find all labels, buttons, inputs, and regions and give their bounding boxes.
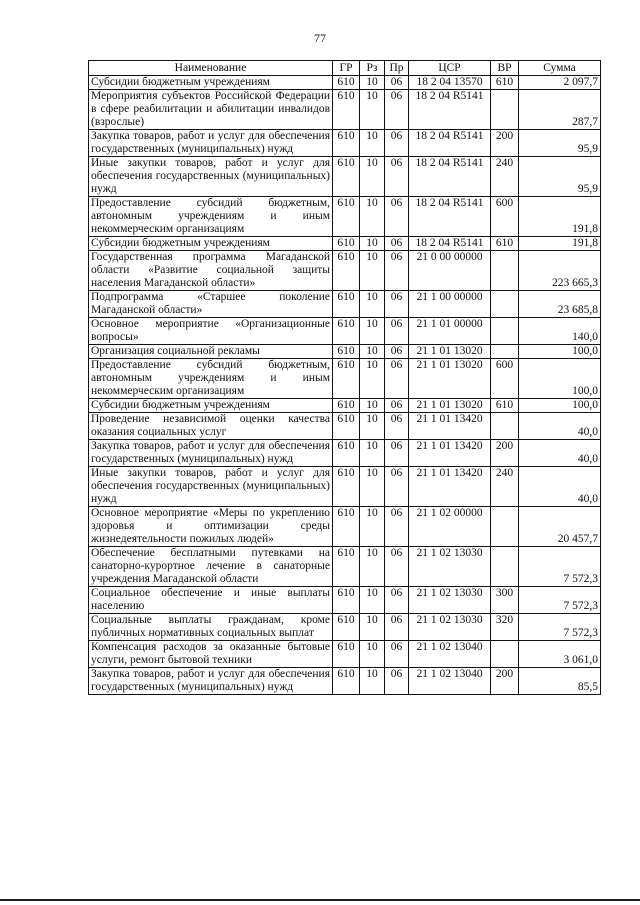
table-row xyxy=(89,641,601,668)
table-row xyxy=(89,197,601,237)
table-row xyxy=(89,614,601,641)
cell-rz: 10 xyxy=(360,440,385,467)
cell-gr: 610 xyxy=(333,345,360,359)
cell-gr: 610 xyxy=(333,399,360,413)
cell-csr: 18 2 04 R5141 xyxy=(409,157,491,197)
column-header-vr: ВР xyxy=(491,61,519,76)
cell-gr: 610 xyxy=(333,130,360,157)
table-row xyxy=(89,507,601,547)
cell-rz: 10 xyxy=(360,668,385,695)
cell-sum: 23 685,8 xyxy=(519,291,601,318)
cell-rz: 10 xyxy=(360,318,385,345)
column-header-pr: Пр xyxy=(385,61,409,76)
cell-pr: 06 xyxy=(385,157,409,197)
cell-pr: 06 xyxy=(385,507,409,547)
cell-name: Основное мероприятие «Организационные вопросы» xyxy=(89,318,333,345)
cell-vr xyxy=(491,90,519,130)
cell-csr: 21 1 01 13420 xyxy=(409,440,491,467)
cell-sum: 2 097,7 xyxy=(519,76,601,90)
cell-vr: 300 xyxy=(491,587,519,614)
cell-gr: 610 xyxy=(333,157,360,197)
cell-csr: 21 1 02 13030 xyxy=(409,614,491,641)
cell-csr: 21 1 01 13420 xyxy=(409,467,491,507)
cell-sum: 3 061,0 xyxy=(519,641,601,668)
cell-name: Предоставление субсидий бюджетным, автономным учреждениям и иным некоммерческим организациям xyxy=(89,359,333,399)
cell-rz: 10 xyxy=(360,197,385,237)
cell-vr: 610 xyxy=(491,399,519,413)
cell-rz: 10 xyxy=(360,157,385,197)
cell-vr xyxy=(491,547,519,587)
cell-vr xyxy=(491,413,519,440)
cell-pr: 06 xyxy=(385,130,409,157)
cell-name: Закупка товаров, работ и услуг для обеспечения государственных (муниципальных) нужд xyxy=(89,668,333,695)
cell-csr: 21 0 00 00000 xyxy=(409,251,491,291)
cell-name: Компенсация расходов за оказанные бытовые услуги, ремонт бытовой техники xyxy=(89,641,333,668)
table-row xyxy=(89,413,601,440)
table-row xyxy=(89,399,601,413)
cell-pr: 06 xyxy=(385,251,409,291)
cell-vr xyxy=(491,345,519,359)
table-row xyxy=(89,668,601,695)
cell-rz: 10 xyxy=(360,251,385,291)
cell-pr: 06 xyxy=(385,90,409,130)
cell-gr: 610 xyxy=(333,90,360,130)
cell-pr: 06 xyxy=(385,318,409,345)
cell-sum: 40,0 xyxy=(519,467,601,507)
table-row xyxy=(89,359,601,399)
cell-name: Субсидии бюджетным учреждениям xyxy=(89,76,333,90)
cell-sum: 20 457,7 xyxy=(519,507,601,547)
cell-gr: 610 xyxy=(333,440,360,467)
column-header-sum: Сумма xyxy=(519,61,601,76)
cell-name: Подпрограмма «Старшее поколение Магаданской области» xyxy=(89,291,333,318)
cell-rz: 10 xyxy=(360,291,385,318)
cell-rz: 10 xyxy=(360,413,385,440)
column-header-rz: Рз xyxy=(360,61,385,76)
cell-rz: 10 xyxy=(360,130,385,157)
cell-rz: 10 xyxy=(360,399,385,413)
cell-sum: 7 572,3 xyxy=(519,614,601,641)
cell-name: Основное мероприятие «Меры по укреплению здоровья и оптимизации среды жизнедеятельности пожилых людей» xyxy=(89,507,333,547)
cell-rz: 10 xyxy=(360,90,385,130)
cell-pr: 06 xyxy=(385,291,409,318)
cell-sum: 85,5 xyxy=(519,668,601,695)
cell-rz: 10 xyxy=(360,237,385,251)
cell-vr: 200 xyxy=(491,130,519,157)
cell-pr: 06 xyxy=(385,345,409,359)
column-header-name: Наименование xyxy=(89,61,333,76)
table-row xyxy=(89,237,601,251)
cell-csr: 18 2 04 13570 xyxy=(409,76,491,90)
cell-csr: 21 1 01 00000 xyxy=(409,318,491,345)
table-row xyxy=(89,130,601,157)
table-row xyxy=(89,345,601,359)
cell-gr: 610 xyxy=(333,507,360,547)
cell-csr: 21 1 00 00000 xyxy=(409,291,491,318)
cell-vr xyxy=(491,291,519,318)
cell-pr: 06 xyxy=(385,399,409,413)
cell-rz: 10 xyxy=(360,587,385,614)
cell-gr: 610 xyxy=(333,614,360,641)
cell-sum: 100,0 xyxy=(519,345,601,359)
page-number: 77 xyxy=(314,31,326,45)
cell-sum: 191,8 xyxy=(519,197,601,237)
cell-sum: 287,7 xyxy=(519,90,601,130)
cell-rz: 10 xyxy=(360,614,385,641)
cell-csr: 21 1 01 13020 xyxy=(409,345,491,359)
cell-vr xyxy=(491,641,519,668)
cell-sum: 7 572,3 xyxy=(519,587,601,614)
cell-gr: 610 xyxy=(333,668,360,695)
table-row xyxy=(89,76,601,90)
cell-name: Государственная программа Магаданской области «Развитие социальной защиты населения Магаданской области» xyxy=(89,251,333,291)
cell-vr: 240 xyxy=(491,157,519,197)
cell-sum: 95,9 xyxy=(519,130,601,157)
cell-pr: 06 xyxy=(385,547,409,587)
cell-gr: 610 xyxy=(333,413,360,440)
table-body xyxy=(89,76,601,695)
cell-sum: 40,0 xyxy=(519,413,601,440)
cell-pr: 06 xyxy=(385,467,409,507)
cell-name: Субсидии бюджетным учреждениям xyxy=(89,237,333,251)
cell-gr: 610 xyxy=(333,251,360,291)
bottom-rule xyxy=(0,899,640,901)
cell-name: Предоставление субсидий бюджетным, автономным учреждениям и иным некоммерческим организациям xyxy=(89,197,333,237)
cell-csr: 21 1 02 13040 xyxy=(409,668,491,695)
cell-csr: 21 1 01 13020 xyxy=(409,359,491,399)
cell-vr: 600 xyxy=(491,197,519,237)
table-row xyxy=(89,291,601,318)
cell-pr: 06 xyxy=(385,237,409,251)
column-header-csr: ЦСР xyxy=(409,61,491,76)
cell-sum: 100,0 xyxy=(519,359,601,399)
budget-table xyxy=(88,60,601,695)
cell-rz: 10 xyxy=(360,547,385,587)
cell-name: Иные закупки товаров, работ и услуг для обеспечения государственных (муниципальных) нужд xyxy=(89,467,333,507)
cell-gr: 610 xyxy=(333,587,360,614)
cell-vr xyxy=(491,318,519,345)
table-row xyxy=(89,587,601,614)
cell-vr: 200 xyxy=(491,668,519,695)
cell-vr xyxy=(491,507,519,547)
cell-name: Закупка товаров, работ и услуг для обеспечения государственных (муниципальных) нужд xyxy=(89,440,333,467)
cell-pr: 06 xyxy=(385,641,409,668)
cell-rz: 10 xyxy=(360,467,385,507)
cell-pr: 06 xyxy=(385,440,409,467)
cell-vr: 600 xyxy=(491,359,519,399)
cell-gr: 610 xyxy=(333,318,360,345)
cell-pr: 06 xyxy=(385,587,409,614)
table-row xyxy=(89,318,601,345)
cell-name: Иные закупки товаров, работ и услуг для обеспечения государственных (муниципальных) нужд xyxy=(89,157,333,197)
cell-pr: 06 xyxy=(385,359,409,399)
cell-vr: 240 xyxy=(491,467,519,507)
cell-csr: 21 1 02 13030 xyxy=(409,587,491,614)
table-header-row xyxy=(89,61,601,76)
cell-gr: 610 xyxy=(333,641,360,668)
cell-sum: 7 572,3 xyxy=(519,547,601,587)
cell-sum: 223 665,3 xyxy=(519,251,601,291)
cell-name: Обеспечение бесплатными путевками на санаторно-курортное лечение в санаторные учреждения Магаданской области xyxy=(89,547,333,587)
table-row xyxy=(89,157,601,197)
cell-vr: 320 xyxy=(491,614,519,641)
cell-csr: 18 2 04 R5141 xyxy=(409,237,491,251)
cell-pr: 06 xyxy=(385,76,409,90)
cell-csr: 21 1 02 00000 xyxy=(409,507,491,547)
cell-gr: 610 xyxy=(333,237,360,251)
cell-name: Субсидии бюджетным учреждениям xyxy=(89,399,333,413)
cell-sum: 40,0 xyxy=(519,440,601,467)
cell-csr: 18 2 04 R5141 xyxy=(409,130,491,157)
cell-csr: 21 1 01 13420 xyxy=(409,413,491,440)
cell-pr: 06 xyxy=(385,668,409,695)
cell-csr: 21 1 01 13020 xyxy=(409,399,491,413)
cell-sum: 95,9 xyxy=(519,157,601,197)
cell-sum: 100,0 xyxy=(519,399,601,413)
cell-pr: 06 xyxy=(385,614,409,641)
table-row xyxy=(89,90,601,130)
cell-gr: 610 xyxy=(333,359,360,399)
cell-name: Социальные выплаты гражданам, кроме публичных нормативных социальных выплат xyxy=(89,614,333,641)
cell-name: Социальное обеспечение и иные выплаты населению xyxy=(89,587,333,614)
cell-sum: 191,8 xyxy=(519,237,601,251)
cell-csr: 18 2 04 R5141 xyxy=(409,197,491,237)
cell-rz: 10 xyxy=(360,345,385,359)
cell-vr: 200 xyxy=(491,440,519,467)
cell-pr: 06 xyxy=(385,413,409,440)
cell-gr: 610 xyxy=(333,547,360,587)
cell-gr: 610 xyxy=(333,291,360,318)
cell-name: Проведение независимой оценки качества оказания социальных услуг xyxy=(89,413,333,440)
cell-csr: 18 2 04 R5141 xyxy=(409,90,491,130)
cell-pr: 06 xyxy=(385,197,409,237)
table-row xyxy=(89,547,601,587)
table-row xyxy=(89,467,601,507)
cell-rz: 10 xyxy=(360,359,385,399)
cell-sum: 140,0 xyxy=(519,318,601,345)
table-row xyxy=(89,440,601,467)
cell-name: Мероприятия субъектов Российской Федерации в сфере реабилитации и абилитации инвалидов (взрослые) xyxy=(89,90,333,130)
column-header-gr: ГР xyxy=(333,61,360,76)
cell-vr: 610 xyxy=(491,237,519,251)
cell-name: Закупка товаров, работ и услуг для обеспечения государственных (муниципальных) нужд xyxy=(89,130,333,157)
cell-name: Организация социальной рекламы xyxy=(89,345,333,359)
cell-rz: 10 xyxy=(360,76,385,90)
cell-rz: 10 xyxy=(360,641,385,668)
cell-gr: 610 xyxy=(333,197,360,237)
cell-gr: 610 xyxy=(333,467,360,507)
cell-vr xyxy=(491,251,519,291)
cell-gr: 610 xyxy=(333,76,360,90)
table-row xyxy=(89,251,601,291)
cell-rz: 10 xyxy=(360,507,385,547)
cell-csr: 21 1 02 13040 xyxy=(409,641,491,668)
cell-csr: 21 1 02 13030 xyxy=(409,547,491,587)
cell-vr: 610 xyxy=(491,76,519,90)
